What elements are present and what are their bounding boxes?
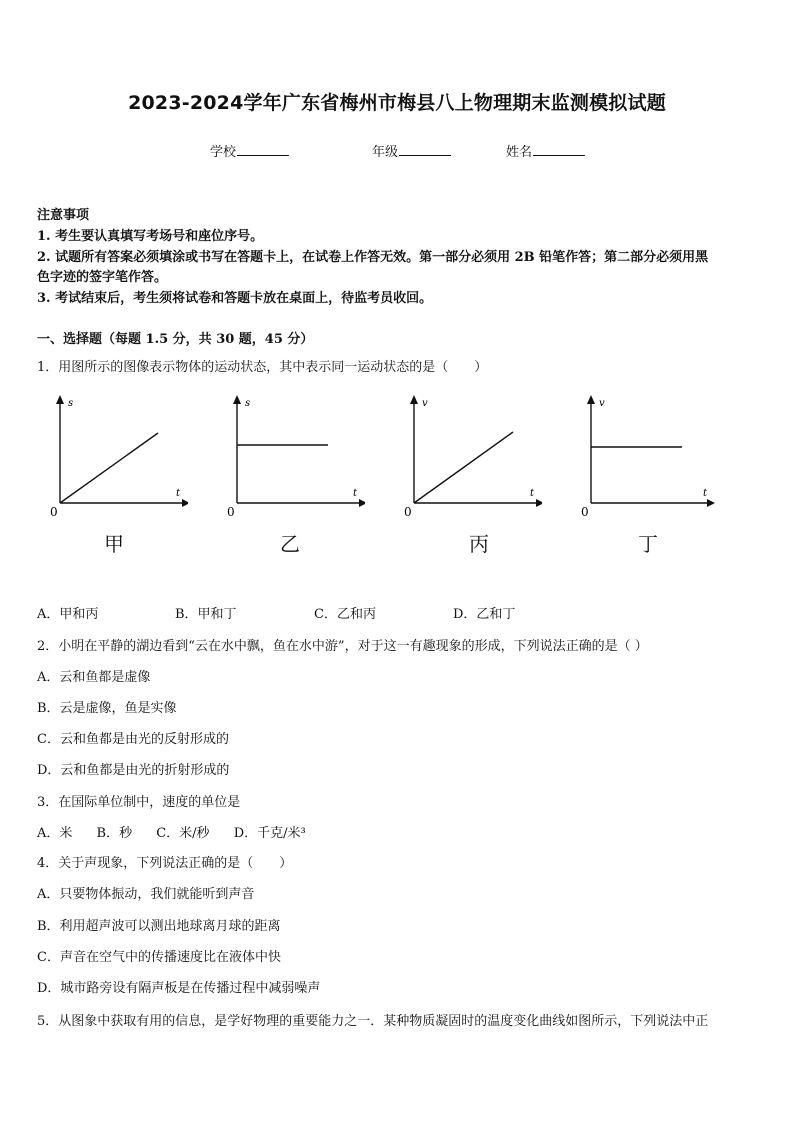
grade-field[interactable] xyxy=(372,141,451,160)
q4-option-a[interactable]: A．只要物体振动，我们就能听到声音 xyxy=(37,887,255,902)
q3-option-b[interactable]: B．秒 xyxy=(96,826,133,841)
q2-option-a[interactable]: A．云和鱼都是虚像 xyxy=(37,670,151,685)
graph-caption-ding: 丁 xyxy=(638,532,658,556)
y-label: s xyxy=(245,398,251,409)
name-label: 姓名 xyxy=(506,145,533,160)
q4-option-d[interactable]: D．城市路旁设有隔声板是在传播过程中减弱噪声 xyxy=(37,981,321,996)
graph-line xyxy=(60,433,158,503)
notes-heading: 注意事项 xyxy=(37,208,90,223)
note-item: 1. 考生要认真填写考场号和座位序号。 xyxy=(37,229,264,244)
question-4-stem: 4．关于声现象，下列说法正确的是（ ） xyxy=(37,856,293,871)
grade-label: 年级 xyxy=(372,145,399,160)
note-item: 2. 试题所有答案必须填涂或书写在答题卡上，在试卷上作答无效。第一部分必须用 2B 铅笔作答；第二部分必须用黑 xyxy=(37,250,709,265)
y-label: v xyxy=(599,398,605,409)
origin-label: 0 xyxy=(227,505,235,519)
y-arrow-icon xyxy=(233,395,241,404)
x-arrow-icon xyxy=(707,499,715,507)
q1-option-c[interactable]: C．乙和丙 xyxy=(314,607,376,622)
page-title: 2023-2024学年广东省梅州市梅县八上物理期末监测模拟试题 xyxy=(128,92,666,114)
question-3-stem: 3．在国际单位制中，速度的单位是 xyxy=(37,795,241,810)
graph-caption-bing: 丙 xyxy=(469,532,489,556)
name-blank[interactable] xyxy=(533,143,585,156)
x-label: t xyxy=(530,488,535,499)
graph-bing xyxy=(402,392,542,522)
q2-option-b[interactable]: B．云是虚像，鱼是实像 xyxy=(37,701,177,716)
school-blank[interactable] xyxy=(237,143,289,156)
graph-ding xyxy=(579,392,719,522)
y-arrow-icon xyxy=(56,395,64,404)
question-2-stem: 2．小明在平静的湖边看到“云在水中飘，鱼在水中游”，对于这一有趣现象的形成，下列说法正确的是（ ） xyxy=(37,639,648,654)
q3-option-a[interactable]: A．米 xyxy=(37,826,73,841)
x-arrow-icon xyxy=(359,499,365,507)
origin-label: 0 xyxy=(404,505,412,519)
x-label: t xyxy=(703,488,708,499)
graph-jia xyxy=(48,392,188,522)
school-field[interactable] xyxy=(210,141,289,160)
q3-option-d[interactable]: D．千克/米³ xyxy=(233,826,306,841)
y-arrow-icon xyxy=(410,395,418,404)
q2-option-d[interactable]: D．云和鱼都是由光的折射形成的 xyxy=(37,763,230,778)
x-label: t xyxy=(353,488,358,499)
graph-caption-jia: 甲 xyxy=(104,532,124,556)
x-arrow-icon xyxy=(536,499,542,507)
x-label: t xyxy=(176,488,181,499)
y-arrow-icon xyxy=(587,395,595,404)
origin-label: 0 xyxy=(581,505,589,519)
graph-caption-yi: 乙 xyxy=(280,532,300,556)
q3-option-c[interactable]: C．米/秒 xyxy=(156,826,210,841)
x-arrow-icon xyxy=(182,499,188,507)
question-5-stem: 5．从图象中获取有用的信息，是学好物理的重要能力之一．某种物质凝固时的温度变化曲线如图所示，下列说法中正 xyxy=(37,1014,709,1029)
graph-yi xyxy=(225,392,365,522)
question-1-stem: 1．用图所示的图像表示物体的运动状态，其中表示同一运动状态的是（ ） xyxy=(37,360,488,375)
y-label: s xyxy=(68,398,74,409)
section-heading: 一、选择题（每题 1.5 分，共 30 题，45 分） xyxy=(37,332,314,347)
note-item: 色字迹的签字笔作答。 xyxy=(37,270,168,285)
q1-option-b[interactable]: B．甲和丁 xyxy=(175,607,237,622)
q2-option-c[interactable]: C．云和鱼都是由光的反射形成的 xyxy=(37,732,229,747)
q1-option-a[interactable]: A．甲和丙 xyxy=(37,607,99,622)
origin-label: 0 xyxy=(50,505,58,519)
q4-option-b[interactable]: B．利用超声波可以测出地球离月球的距离 xyxy=(37,919,281,934)
name-field[interactable] xyxy=(506,141,585,160)
q3-options xyxy=(37,822,306,841)
note-item: 3. 考试结束后，考生须将试卷和答题卡放在桌面上，待监考员收回。 xyxy=(37,291,433,306)
graph-line xyxy=(414,432,513,503)
q4-option-c[interactable]: C．声音在空气中的传播速度比在液体中快 xyxy=(37,950,281,965)
q1-option-d[interactable]: D．乙和丁 xyxy=(453,607,516,622)
y-label: v xyxy=(422,398,428,409)
grade-blank[interactable] xyxy=(399,143,451,156)
school-label: 学校 xyxy=(210,145,237,160)
